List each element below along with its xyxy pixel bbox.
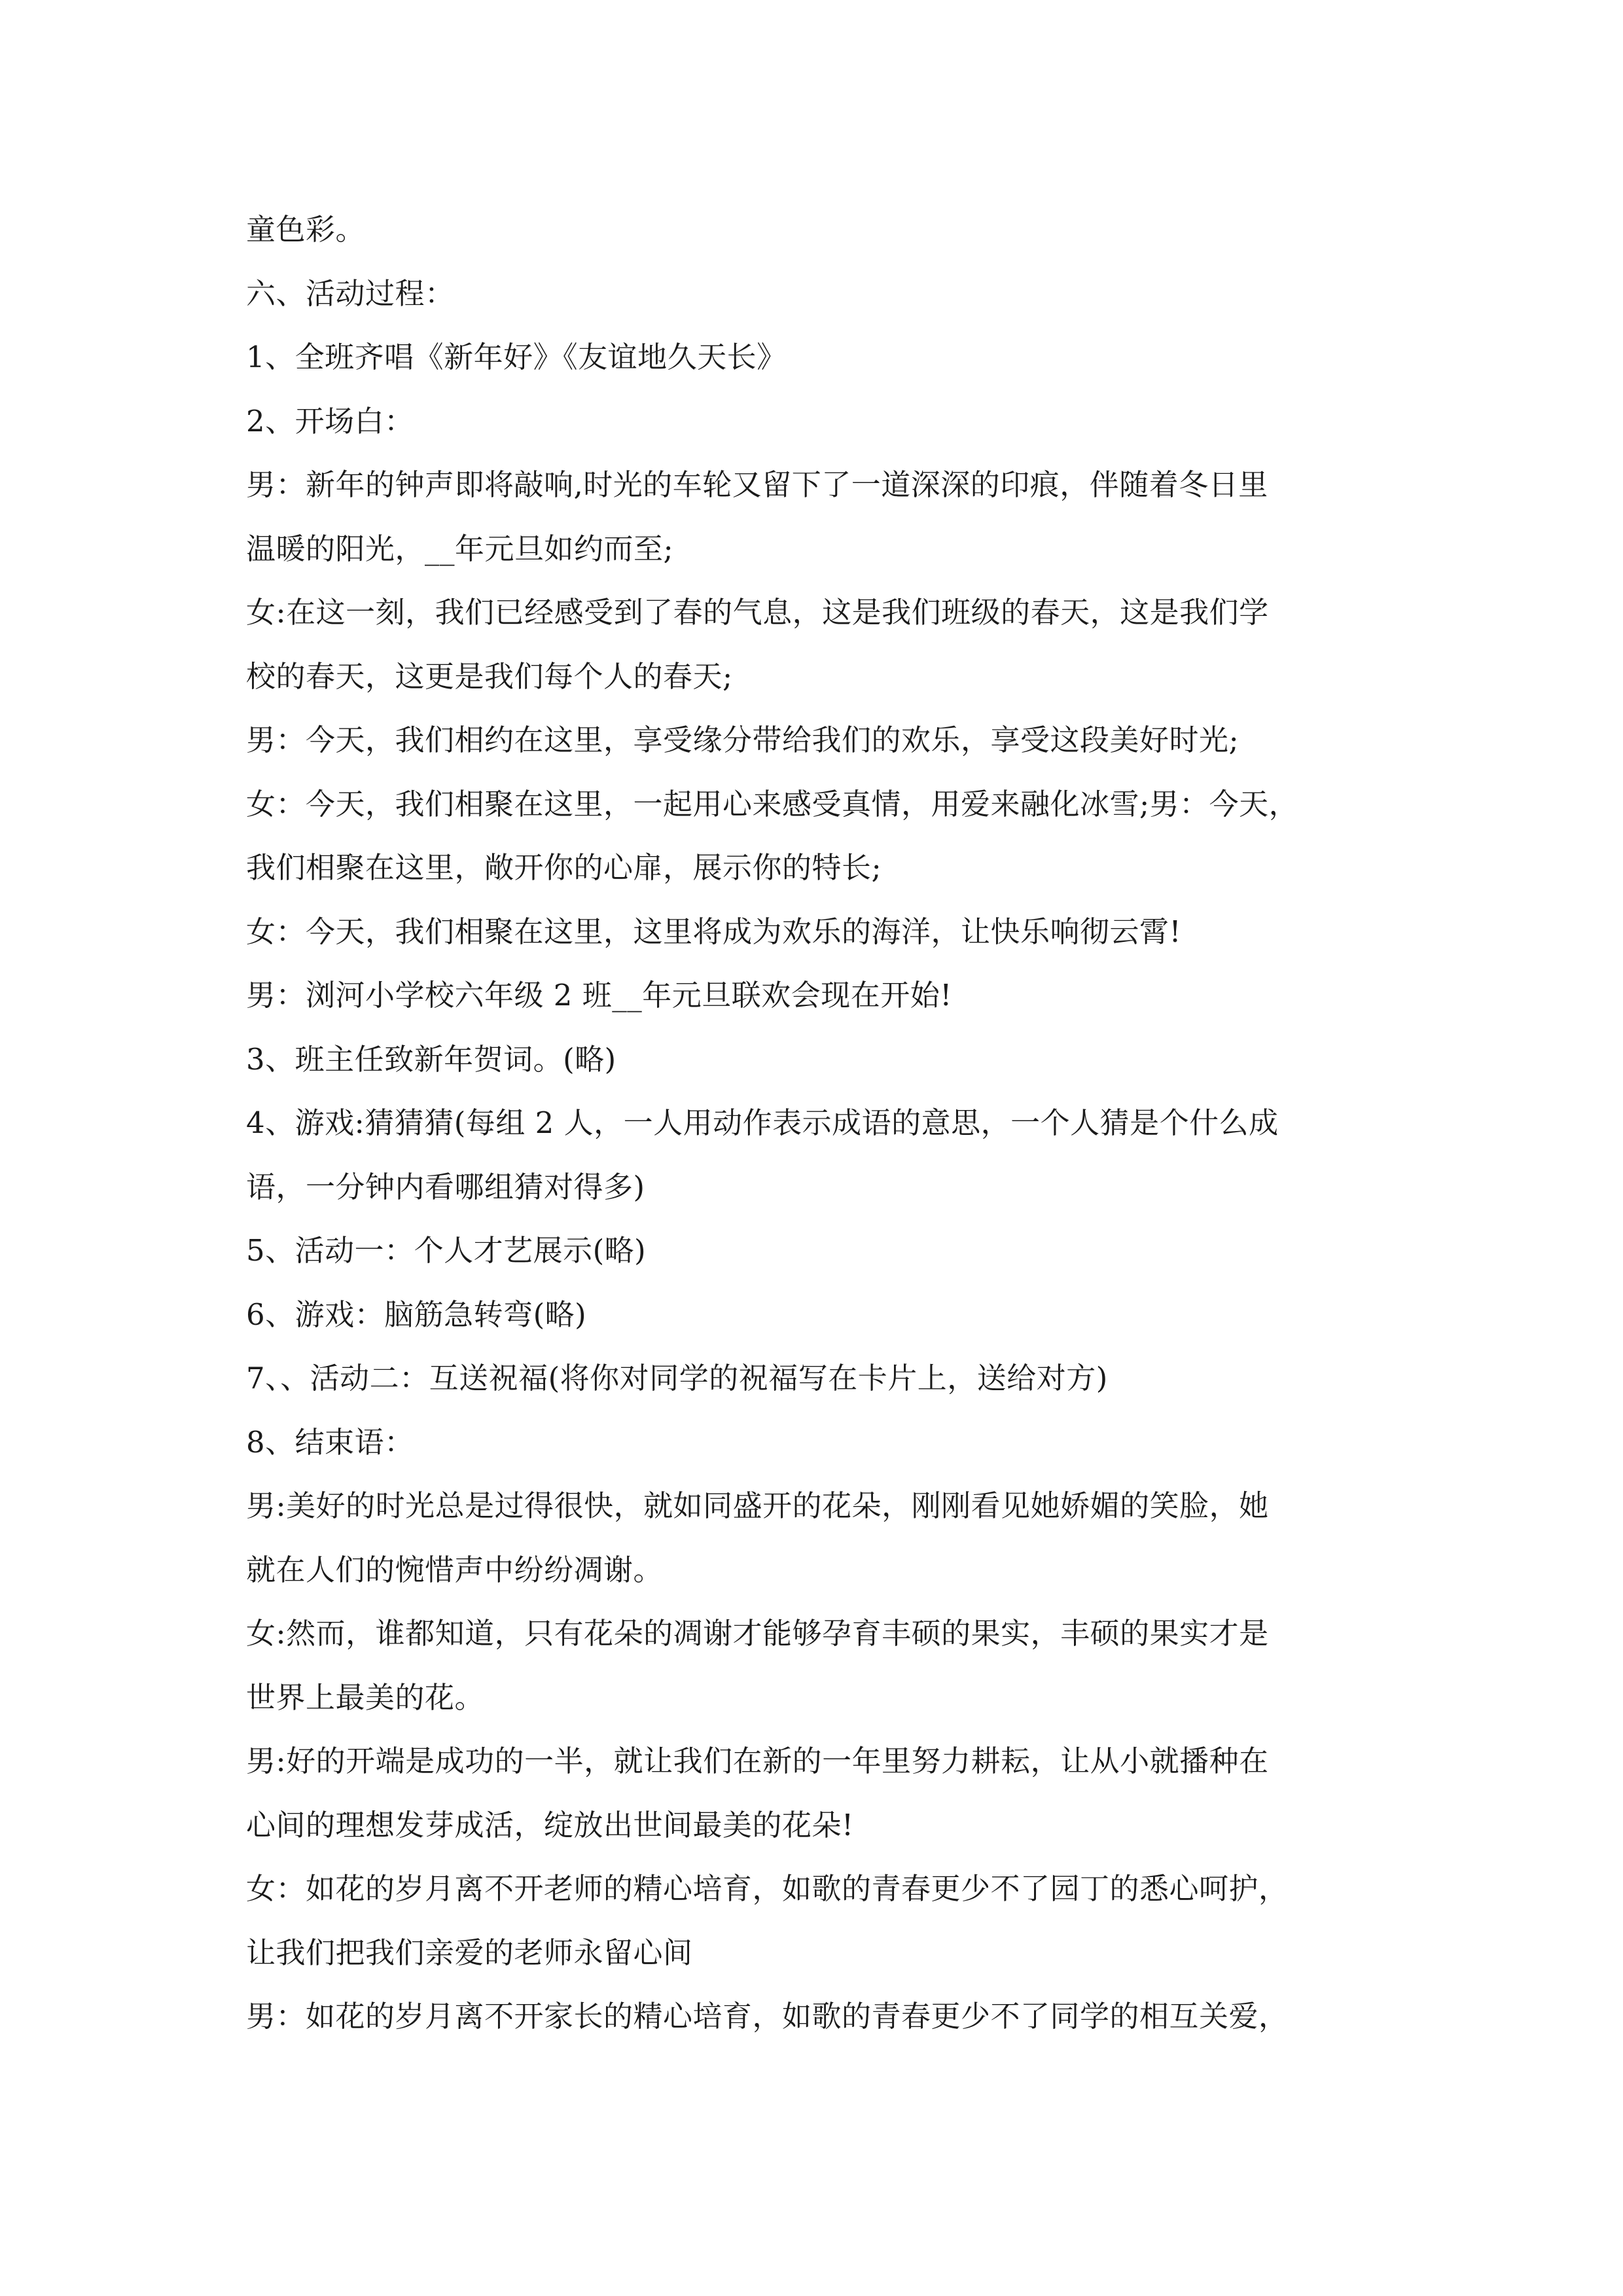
text-line: 2、开场白：	[246, 403, 414, 439]
text-line: 5、活动一：个人才艺展示(略)	[246, 1233, 647, 1268]
text-line: 男：如花的岁月离不开家长的精心培育，如歌的青春更少不了同学的相互关爱，	[246, 1999, 1289, 2034]
text-line: 心间的理想发芽成活，绽放出世间最美的花朵!	[246, 1807, 854, 1842]
text-line: 世界上最美的花。	[246, 1679, 485, 1715]
section-heading: 六、活动过程：	[246, 276, 455, 311]
text-line: 女：今天，我们相聚在这里，一起用心来感受真情，用爱来融化冰雪;男：今天，	[246, 786, 1299, 821]
text-line: 8、结束语：	[246, 1424, 414, 1460]
text-line: 1、全班齐唱《新年好》《友谊地久天长》	[246, 340, 787, 374]
text-line: 6、游戏：脑筋急转弯(略)	[246, 1297, 587, 1332]
document-body	[246, 198, 1382, 2049]
text-line: 女：如花的岁月离不开老师的精心培育，如歌的青春更少不了园丁的悉心呵护，	[246, 1871, 1289, 1906]
text-line: 4、游戏:猜猜猜(每组 2 人，一人用动作表示成语的意思，一个人猜是个什么成	[246, 1105, 1279, 1140]
text-line: 女:在这一刻，我们已经感受到了春的气息，这是我们班级的春天，这是我们学	[246, 595, 1269, 630]
text-line: 我们相聚在这里，敞开你的心扉，展示你的特长;	[246, 850, 882, 885]
text-line: 男:美好的时光总是过得很快，就如同盛开的花朵，刚刚看见她娇媚的笑脸，她	[246, 1488, 1269, 1523]
text-line: 男：今天，我们相约在这里，享受缘分带给我们的欢乐，享受这段美好时光;	[246, 723, 1240, 757]
text-line: 温暖的阳光，__年元旦如约而至;	[246, 531, 674, 566]
text-line: 男:好的开端是成功的一半，就让我们在新的一年里努力耕耘，让从小就播种在	[246, 1744, 1269, 1778]
text-line: 女：今天，我们相聚在这里，这里将成为欢乐的海洋，让快乐响彻云霄!	[246, 914, 1182, 949]
text-line: 3、班主任致新年贺词。(略)	[246, 1041, 616, 1077]
text-line: 7、、活动二：互送祝福(将你对同学的祝福写在卡片上，送给对方)	[246, 1361, 1108, 1395]
text-line: 校的春天，这更是我们每个人的春天;	[246, 658, 733, 694]
text-line: 男：新年的钟声即将敲响,时光的车轮又留下了一道深深的印痕，伴随着冬日里	[246, 467, 1268, 502]
text-line: 就在人们的惋惜声中纷纷凋谢。	[246, 1552, 664, 1587]
text-line: 让我们把我们亲爱的老师永留心间	[246, 1935, 693, 1970]
text-line: 童色彩。	[246, 212, 366, 247]
text-line: 女:然而，谁都知道，只有花朵的凋谢才能够孕育丰硕的果实，丰硕的果实才是	[246, 1616, 1269, 1651]
text-line: 语，一分钟内看哪组猜对得多)	[246, 1169, 645, 1204]
text-line: 男：浏河小学校六年级 2 班__年元旦联欢会现在开始!	[246, 978, 952, 1013]
